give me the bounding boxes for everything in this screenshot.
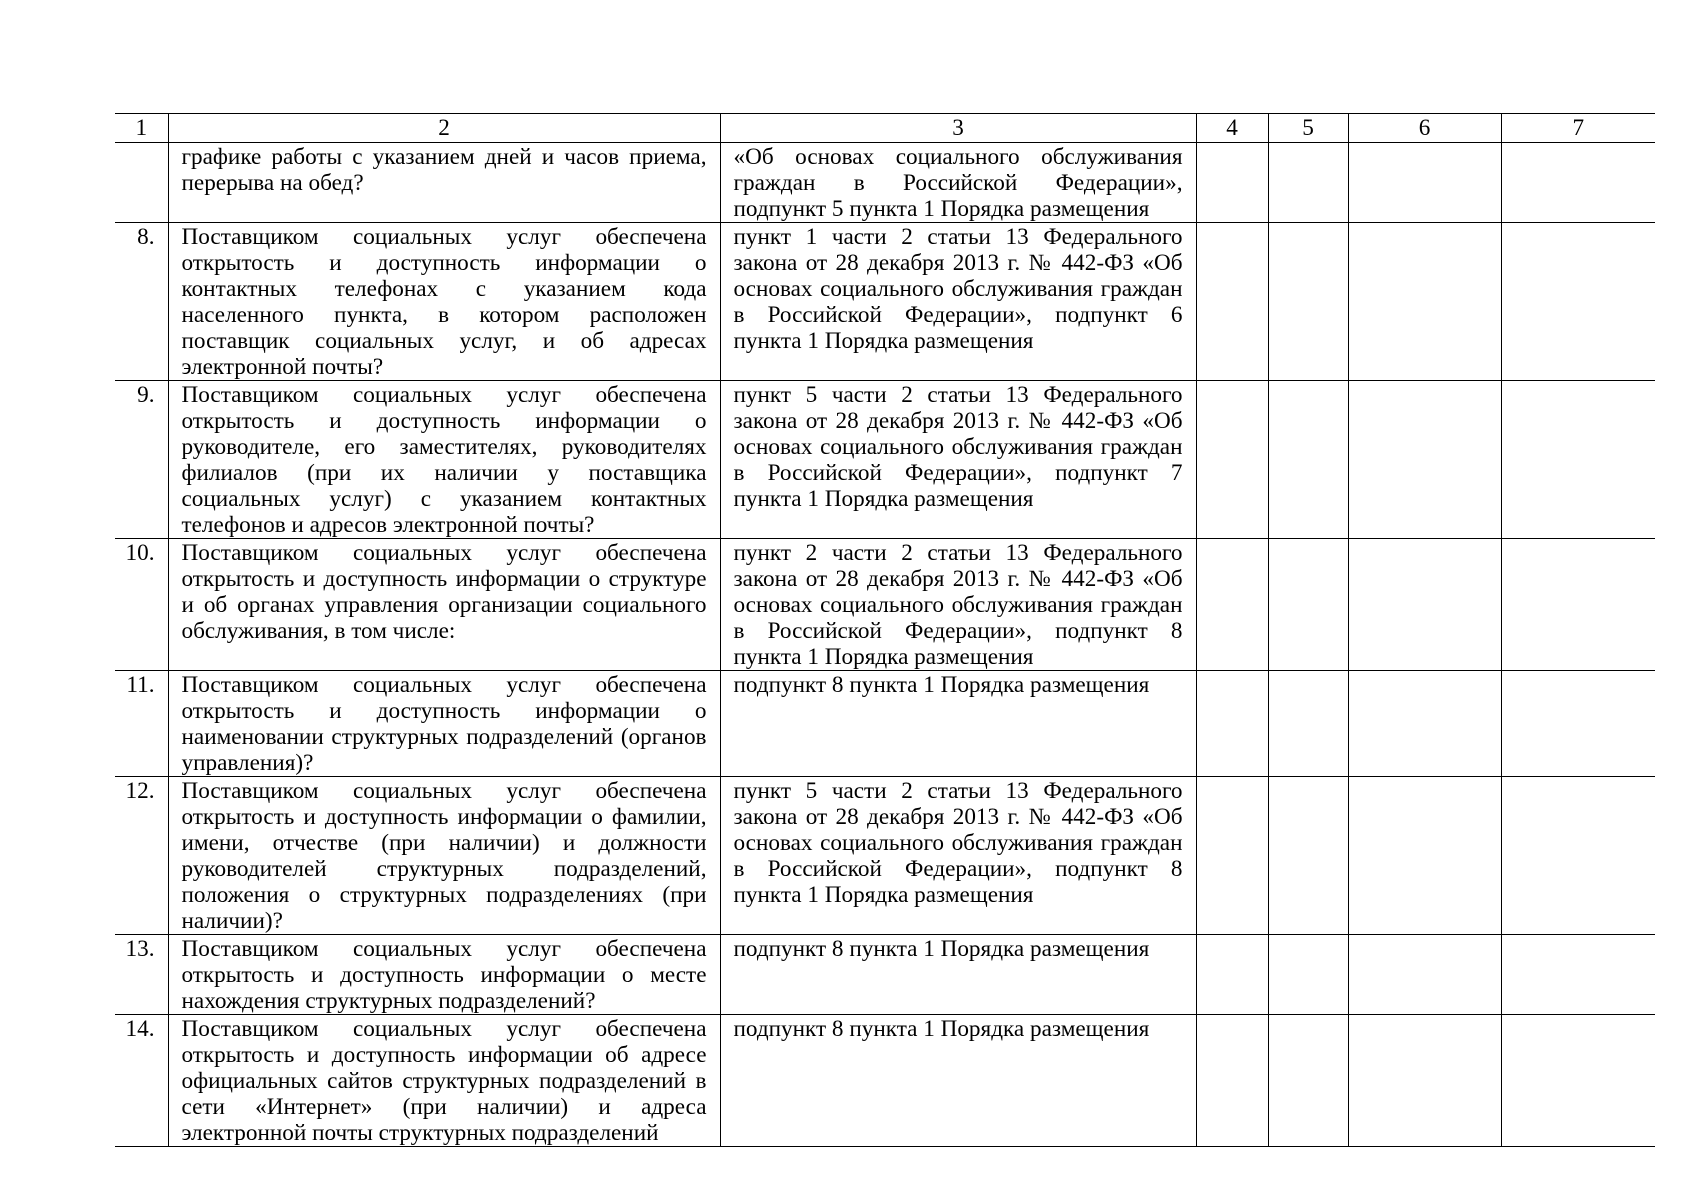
answer-cell-7 — [1501, 935, 1655, 1015]
answer-cell-7 — [1501, 539, 1655, 671]
answer-cell-7 — [1501, 671, 1655, 777]
answer-cell-6 — [1348, 223, 1501, 381]
table-row — [115, 671, 1655, 777]
row-number: 12. — [115, 777, 168, 935]
answer-cell-4 — [1196, 777, 1268, 935]
answer-cell-5 — [1268, 671, 1348, 777]
answer-cell-4 — [1196, 539, 1268, 671]
question-cell: Поставщиком социальных услуг обеспечена открытость и доступность информации о структуре и об органах управления организации социального обслуживания, в том числе: — [168, 539, 720, 671]
answer-cell-6 — [1348, 777, 1501, 935]
answer-cell-7 — [1501, 381, 1655, 539]
legal-basis-cell: подпункт 8 пункта 1 Порядка размещения — [720, 935, 1196, 1015]
document-page — [115, 113, 1655, 1147]
column-number-5: 5 — [1268, 114, 1348, 143]
question-cell: Поставщиком социальных услуг обеспечена открытость и доступность информации о контактных телефонах с указанием кода населенного пункта, в котором расположен поставщик социальных услуг, и об адресах электронной почты? — [168, 223, 720, 381]
table-row — [115, 539, 1655, 671]
row-number — [115, 143, 168, 223]
checklist-table — [115, 113, 1655, 1147]
answer-cell-6 — [1348, 1015, 1501, 1147]
question-cell: графике работы с указанием дней и часов приема, перерыва на обед? — [168, 143, 720, 223]
answer-cell-7 — [1501, 223, 1655, 381]
answer-cell-4 — [1196, 381, 1268, 539]
answer-cell-6 — [1348, 935, 1501, 1015]
table-row — [115, 381, 1655, 539]
answer-cell-5 — [1268, 143, 1348, 223]
legal-basis-cell: пункт 5 части 2 статьи 13 Федерального закона от 28 декабря 2013 г. № 442-ФЗ «Об основах социального обслуживания граждан в Российской Федерации», подпункт 7 пункта 1 Порядка размещения — [720, 381, 1196, 539]
row-number: 11. — [115, 671, 168, 777]
column-number-1: 1 — [115, 114, 168, 143]
answer-cell-6 — [1348, 381, 1501, 539]
row-number: 10. — [115, 539, 168, 671]
answer-cell-7 — [1501, 777, 1655, 935]
question-cell: Поставщиком социальных услуг обеспечена открытость и доступность информации об адресе официальных сайтов структурных подразделений в сети «Интернет» (при наличии) и адреса электронной почты структурных подразделений — [168, 1015, 720, 1147]
answer-cell-5 — [1268, 1015, 1348, 1147]
answer-cell-4 — [1196, 671, 1268, 777]
answer-cell-5 — [1268, 777, 1348, 935]
answer-cell-6 — [1348, 143, 1501, 223]
legal-basis-cell: пункт 2 части 2 статьи 13 Федерального закона от 28 декабря 2013 г. № 442-ФЗ «Об основах социального обслуживания граждан в Российской Федерации», подпункт 8 пункта 1 Порядка размещения — [720, 539, 1196, 671]
answer-cell-5 — [1268, 539, 1348, 671]
row-number: 13. — [115, 935, 168, 1015]
answer-cell-4 — [1196, 1015, 1268, 1147]
question-cell: Поставщиком социальных услуг обеспечена открытость и доступность информации о фамилии, имени, отчестве (при наличии) и должности руководителей структурных подразделений, положения о структурных подразделениях (при наличии)? — [168, 777, 720, 935]
answer-cell-4 — [1196, 143, 1268, 223]
legal-basis-cell: подпункт 8 пункта 1 Порядка размещения — [720, 1015, 1196, 1147]
row-number: 9. — [115, 381, 168, 539]
table-row — [115, 1015, 1655, 1147]
table-row — [115, 935, 1655, 1015]
answer-cell-5 — [1268, 381, 1348, 539]
answer-cell-4 — [1196, 935, 1268, 1015]
answer-cell-6 — [1348, 539, 1501, 671]
column-number-6: 6 — [1348, 114, 1501, 143]
answer-cell-7 — [1501, 143, 1655, 223]
table-header-row — [115, 114, 1655, 143]
legal-basis-cell: пункт 1 части 2 статьи 13 Федерального закона от 28 декабря 2013 г. № 442-ФЗ «Об основах социального обслуживания граждан в Российской Федерации», подпункт 6 пункта 1 Порядка размещения — [720, 223, 1196, 381]
legal-basis-cell: «Об основах социального обслуживания граждан в Российской Федерации», подпункт 5 пункта 1 Порядка размещения — [720, 143, 1196, 223]
table-row — [115, 223, 1655, 381]
row-number: 8. — [115, 223, 168, 381]
legal-basis-cell: пункт 5 части 2 статьи 13 Федерального закона от 28 декабря 2013 г. № 442-ФЗ «Об основах социального обслуживания граждан в Российской Федерации», подпункт 8 пункта 1 Порядка размещения — [720, 777, 1196, 935]
column-number-7: 7 — [1501, 114, 1655, 143]
answer-cell-7 — [1501, 1015, 1655, 1147]
column-number-4: 4 — [1196, 114, 1268, 143]
table-row — [115, 777, 1655, 935]
answer-cell-6 — [1348, 671, 1501, 777]
answer-cell-5 — [1268, 223, 1348, 381]
question-cell: Поставщиком социальных услуг обеспечена открытость и доступность информации о месте нахождения структурных подразделений? — [168, 935, 720, 1015]
legal-basis-cell: подпункт 8 пункта 1 Порядка размещения — [720, 671, 1196, 777]
column-number-2: 2 — [168, 114, 720, 143]
question-cell: Поставщиком социальных услуг обеспечена открытость и доступность информации о руководителе, его заместителях, руководителях филиалов (при их наличии у поставщика социальных услуг) с указанием контактных телефонов и адресов электронной почты? — [168, 381, 720, 539]
answer-cell-4 — [1196, 223, 1268, 381]
answer-cell-5 — [1268, 935, 1348, 1015]
row-number: 14. — [115, 1015, 168, 1147]
question-cell: Поставщиком социальных услуг обеспечена открытость и доступность информации о наименовании структурных подразделений (органов управления)? — [168, 671, 720, 777]
table-row — [115, 143, 1655, 223]
column-number-3: 3 — [720, 114, 1196, 143]
